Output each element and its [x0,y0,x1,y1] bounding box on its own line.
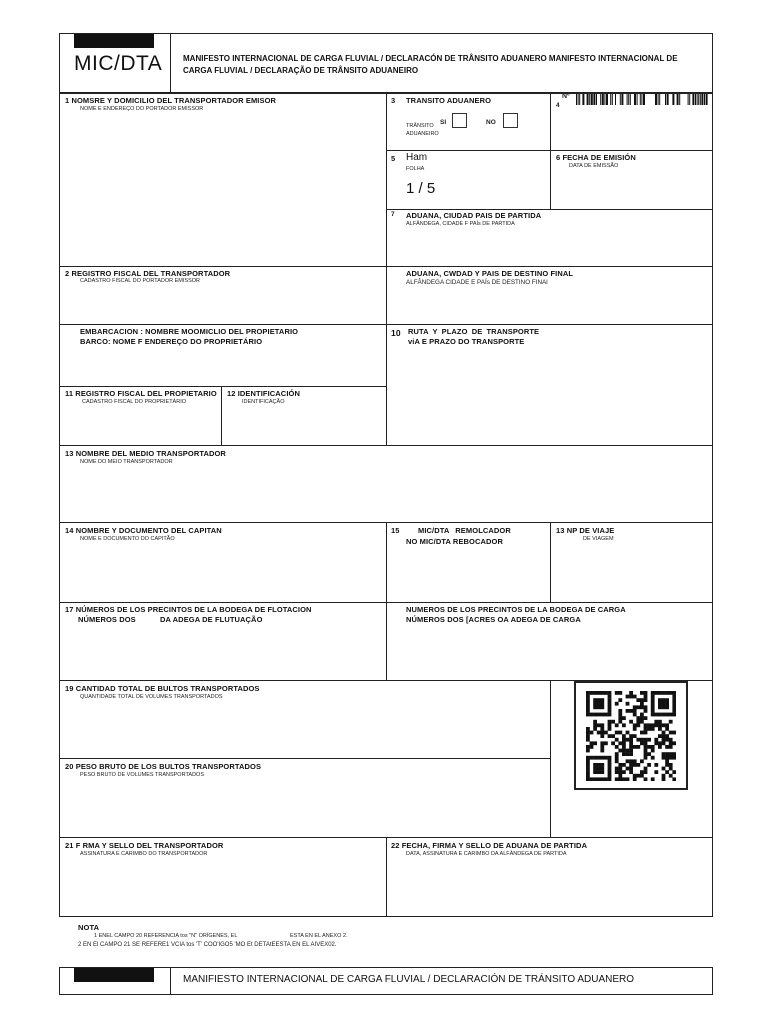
document-title: MANIFESTO INTERNACIONAL DE CARGA FLUVIAL / DECLARACÓN DE TRÂNSITO ADUANERO MANIFESTO INTERNACIONAL DE CARGA FLUVIAL / DECLARAÇÃO DE TRÂNSITO ADUANEIRO [183,54,678,75]
field-22-sublabel: DATA, ASSINATURA E CARIMBO DA ALFÂNDEGA DE PARTIDA [406,851,567,857]
field-10-label-1: RUTA Y PLAZO DE TRANSPORTE [408,327,540,336]
field-5-sublabel: FOLHA [406,166,425,172]
field-2-sublabel: CADASTRO FISCAL DO PORTADOR EMISSOR [80,278,200,284]
field-21-label: 21 F RMA Y SELLO DEL TRANSPORTADOR [65,841,224,850]
si-checkbox[interactable] [452,113,467,128]
field-16-sublabel: DE VIAGEM [583,536,614,542]
field-17-label-2: NÚMEROS DOS [78,615,136,624]
field-12-sublabel: IDENTIFICAÇÃO [242,399,285,405]
field-21-sublabel: ASSINATURA E CARIMBO DO TRANSPORTADOR [80,851,208,857]
field-18-label-2: NÚMEROS DOS [ACRES OA ADEGA DE CARGA [406,615,581,624]
field-3-sublabel-1: TRÂNSITO [406,123,434,129]
field-19-label: 19 CANTIDAD TOTAL DE BULTOS TRANSPORTADOS [65,684,260,693]
field-4-label: Nº [562,93,570,100]
no-label: NO [486,119,496,126]
field-14-sublabel: NOME E DOCUMENTO DO CAPITÃO [80,536,175,542]
field-5-label: Ham [406,152,428,163]
field-9-label-1: EMBARCACION : NOMBRE MOOMICLIO DEL PROPIETARIO [80,327,299,336]
field-1-label: 1 NOMSRE Y DOMICILIO DEL TRANSPORTADOR EMISOR [65,96,277,105]
field-7-sublabel: ALFÂNDEGA, CIDADE F PAÍs DE PARTIDA [406,221,515,227]
note-1a: 1 ENEL CAMPO 20 REFERENCIA tos "N" ORÍGENES, EL [94,933,238,939]
field-5-number: 5 [391,154,396,163]
field-22-label: 22 FECHA, FIRMA Y SELLO DE ADUANA DE PARTIDA [391,841,588,850]
field-15-label-1: MIC/DTA REMOLCADOR [418,526,511,535]
field-8-sublabel: ALFÂNDEGA CIDADE E PAÍs DE DESTINO FINAl [406,279,548,286]
field-4-number: 4 [556,102,560,109]
note-2: 2 EN El CAMPO 21 SE REFERE1 VCIA tos 'T' COO'IGO5 'MO Et DETAtEESTA EN EL AIVEX02. [78,942,337,948]
note-1b: ESTA EN EL ANEXO 2. [290,933,348,939]
si-label: SI [440,119,447,126]
field-8-label: ADUANA, CWDAD Y PAIS DE DESTINO FINAL [406,269,574,278]
field-18-label-1: NUMEROS DE LOS PRECINTOS DE LA BODEGA DE CARGA [406,605,626,614]
field-16-label: 13 NP DE VIAJE [556,526,615,535]
field-10-label-2: viA E PRAZO DO TRANSPORTE [408,337,525,346]
field-7-number: 7 [391,211,395,218]
field-17-label-1: 17 NÚMEROS DE LOS PRECINTOS DE LA BODEGA DE FLOTACION [65,605,312,614]
barcode-icon [576,94,708,106]
no-checkbox[interactable] [503,113,518,128]
qr-code-icon [586,691,676,781]
field-20-label: 20 PESO BRUTO DE LOS BULTOS TRANSPORTADOS [65,762,262,771]
sheet-count: 1 / 5 [406,180,436,197]
field-6-sublabel: DATA DE EMISSÃO [569,163,619,169]
field-10-number: 10 [391,328,401,338]
field-19-sublabel: QUANTIDADE TOTAL DE VOLUMES TRANSPORTADOS [80,694,223,700]
field-9-label-2: BARCO: NOME F ENDEREÇO DO PROPRIETÁRIO [80,337,263,346]
field-6-label: 6 FECHA DE EMISIÓN [556,153,636,162]
field-13-sublabel: NOME DO MEIO TRANSPORTADOR [80,459,173,465]
logo-text: MIC/DTA [74,52,163,75]
field-12-label: 12 IDENTIFICACIÓN [227,389,300,398]
field-17-label-3: DA ADEGA DE FLUTUAÇÃO [160,615,263,624]
field-15-label-2: NO MIC/DTA REBOCADOR [406,537,503,546]
header-divider [170,33,171,93]
field-11-label: 11 REGISTRO FISCAL DEL PROPIETARIO [65,389,217,398]
footer-title: MANIFIESTO INTERNACIONAL DE CARGA FLUVIAL / DECLARACIÓN DE TRÁNSITO ADUANERO [183,974,635,985]
field-3-sublabel-2: ADUANEIRO [406,131,439,137]
field-13-label: 13 NOMBRE DEL MEDIO TRANSPORTADOR [65,449,226,458]
field-2-label: 2 REGISTRO FISCAL DEL TRANSPORTADOR [65,269,231,278]
notes-title: NOTA [78,923,100,932]
field-1-sublabel: NOME E ENDEREÇO DO PORTADOR EMISSOR [80,106,204,112]
field-3-label: TRANSITO ADUANERO [406,96,492,105]
field-3-number: 3 [391,96,396,105]
logo-bar [74,34,154,48]
field-11-sublabel: CADASTRO FISCAL DO PROPRIETÁRIO [82,399,187,405]
field-14-label: 14 NOMBRE Y DOCUMENTO DEL CAPITAN [65,526,222,535]
footer-logo-bar [74,968,154,982]
field-20-sublabel: PESO BRUTO DE VOLUMES TRANSPORTADOS [80,772,204,778]
field-7-label: ADUANA, CIUDAD PAIS DE PARTIDA [406,211,542,220]
field-15-number: 15 [391,526,400,535]
